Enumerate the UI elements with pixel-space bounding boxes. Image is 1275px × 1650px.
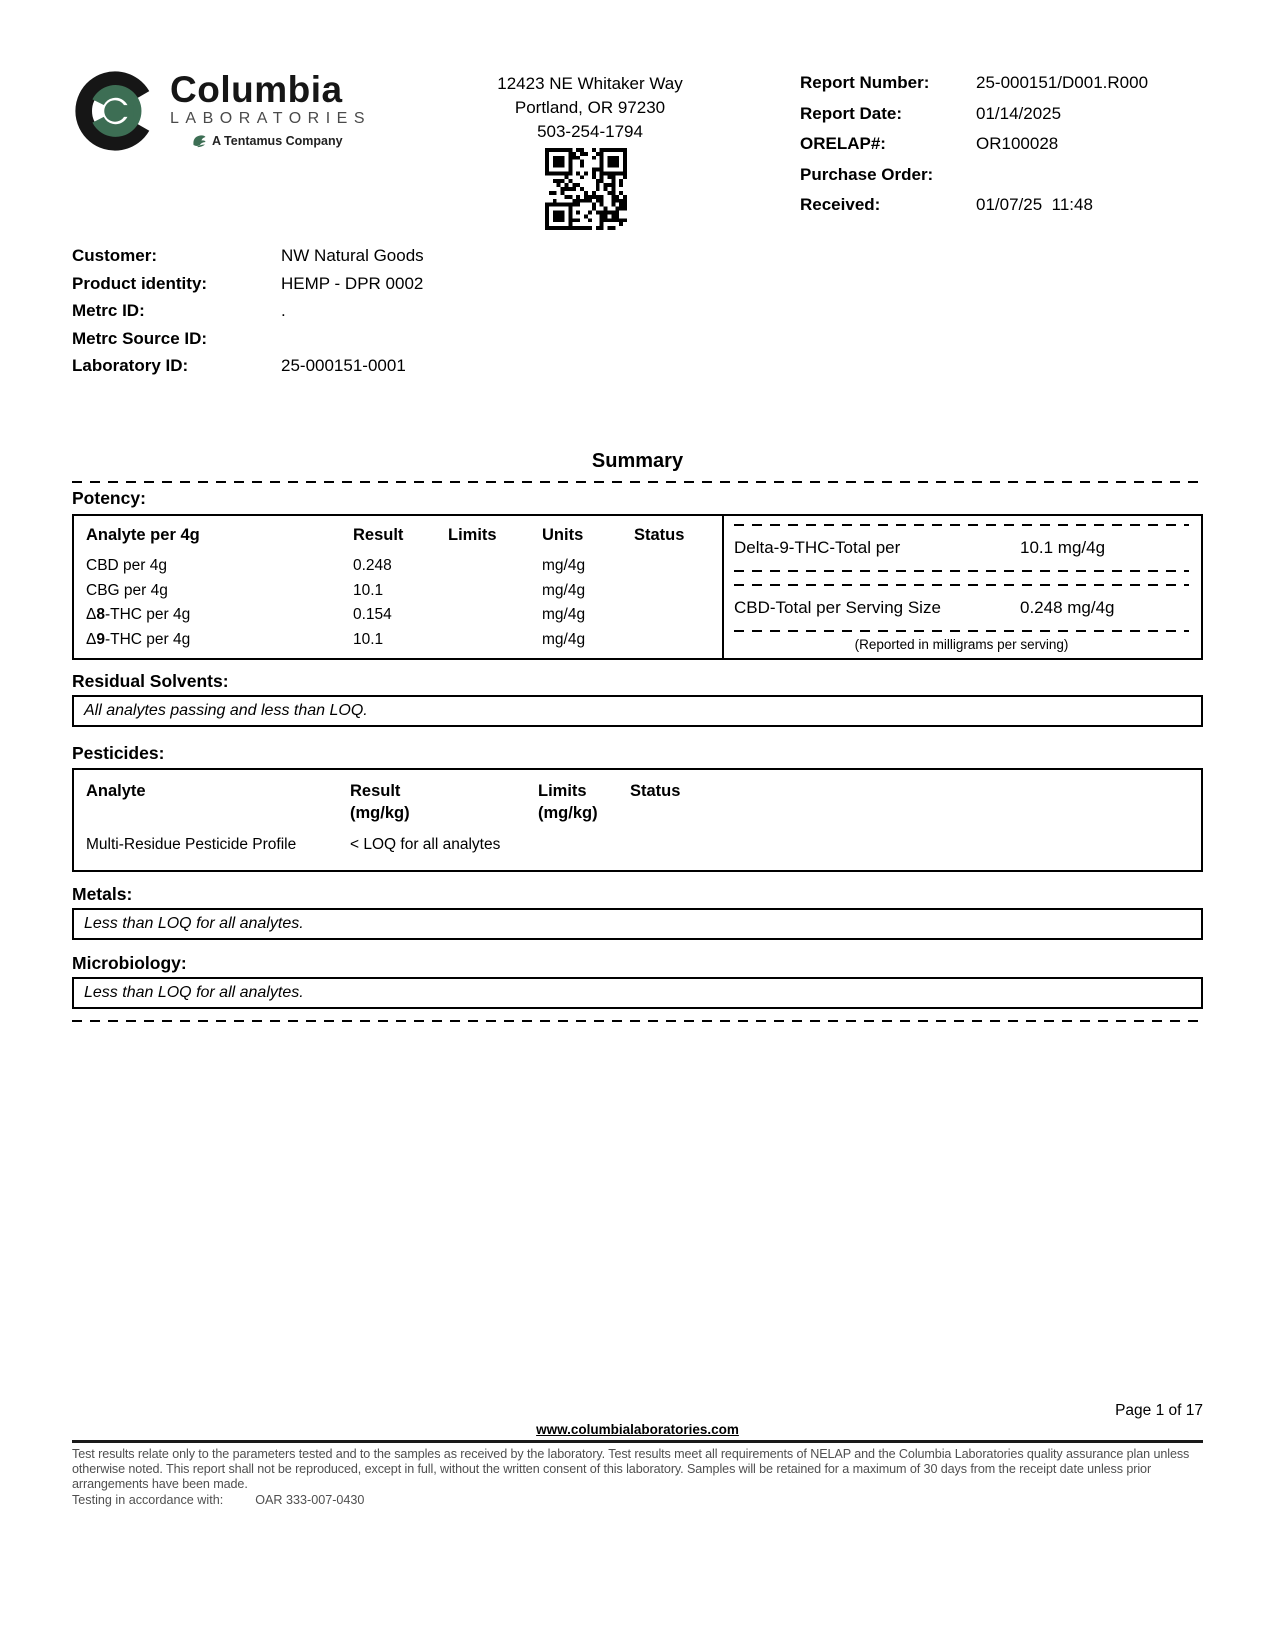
website-link[interactable]: www.columbialaboratories.com [536, 1422, 739, 1437]
pesticides-box [72, 768, 1203, 872]
pesticide-result-cell: < LOQ for all analytes [350, 836, 501, 853]
report-info-label: ORELAP#: [800, 134, 886, 153]
potency-col-header: Status [634, 526, 685, 544]
address-line: 503-254-1794 [537, 122, 643, 141]
pesticides-col-header [630, 780, 1201, 824]
potency-box [72, 514, 1203, 660]
customer-label: Customer: [72, 246, 158, 265]
residual-solvents-box [72, 695, 1203, 727]
microbiology-note: Less than LOQ for all analytes. [84, 984, 304, 1001]
logo-subtitle: LABORATORIES [170, 110, 371, 127]
pesticides-col-header [86, 780, 350, 824]
analyte-name: CBD per 4g [86, 557, 167, 574]
metrc-id-value: . [281, 301, 286, 320]
metrc-source-id-label: Metrc Source ID: [72, 328, 208, 348]
pesticides-heading: Pesticides: [72, 743, 165, 763]
analyte-name: Δ [86, 606, 97, 623]
potency-limits-cell [448, 603, 542, 628]
potency-limits-cell [448, 554, 542, 579]
col-header-line: Result [350, 782, 401, 800]
potency-status-cell [634, 628, 722, 653]
report-info-label: Received: [800, 195, 881, 214]
address-line: Portland, OR 97230 [514, 98, 666, 117]
potency-analyte-cell [86, 579, 353, 604]
cbd-total-row [734, 586, 1189, 630]
potency-units-cell: mg/4g [542, 606, 586, 623]
col-header-line: (mg/kg) [350, 804, 410, 822]
potency-heading: Potency: [72, 488, 146, 508]
potency-status-cell [634, 579, 722, 604]
potency-analyte-cell [86, 554, 353, 579]
potency-units-cell: mg/4g [542, 630, 586, 648]
potency-status-cell [634, 554, 722, 579]
summary-section [72, 0, 1203, 1022]
totals-note: (Reported in milligrams per serving) [854, 637, 1069, 652]
accordance-line [72, 1493, 1203, 1507]
thc-total-label: Delta-9-THC-Total per [734, 538, 901, 557]
potency-col-header: Limits [448, 526, 497, 544]
pesticides-col-header [538, 780, 630, 824]
report-info-label: Report Date: [800, 103, 903, 123]
metals-note: Less than LOQ for all analytes. [84, 915, 304, 932]
potency-units-cell: mg/4g [542, 557, 586, 574]
analyte-name: CBG per 4g [86, 581, 168, 599]
analyte-name: 8 [96, 606, 105, 623]
report-info-label: Report Number: [800, 73, 930, 92]
dashed-divider [72, 481, 1203, 483]
potency-col-header: Result [353, 526, 404, 544]
laboratory-id-label: Laboratory ID: [72, 356, 189, 375]
customer-value: NW Natural Goods [281, 246, 424, 265]
potency-col-header: Units [542, 526, 584, 544]
address-line: 12423 NE Whitaker Way [497, 74, 683, 93]
col-header-line: Limits [538, 782, 587, 800]
product-identity-value: HEMP - DPR 0002 [281, 273, 424, 293]
thc-total-value: 10.1 mg/4g [1020, 538, 1106, 557]
potency-totals-panel [724, 516, 1201, 658]
pesticide-analyte-cell: Multi-Residue Pesticide Profile [86, 836, 297, 853]
footer-rule [72, 1440, 1203, 1443]
dashed-divider [734, 630, 1189, 632]
cbd-total-value: 0.248 mg/4g [1020, 598, 1115, 617]
accordance-value: OAR 333-007-0430 [255, 1493, 365, 1508]
potency-analyte-cell [86, 628, 353, 653]
report-info-label: Purchase Order: [800, 164, 934, 184]
potency-result-cell: 0.248 [353, 557, 392, 574]
potency-result-cell: 10.1 [353, 581, 384, 599]
thc-total-row [734, 526, 1189, 570]
pesticides-col-header [350, 780, 538, 824]
page-number: Page 1 of 17 [1115, 1402, 1203, 1419]
residual-solvents-heading: Residual Solvents: [72, 671, 229, 691]
potency-limits-cell [448, 628, 542, 653]
footer-disclaimer: Test results relate only to the parameters tested and to the samples as received by the laboratory. Test results meet all requirements of NELAP and the Columbia Laboratories quality assurance plan unless otherwise noted. This report shall not be reproduced, except in full, without the written consent of this laboratory. Samples will be retained for a maximum of 30 days from the receipt date unless prior arrangements have been made. [72, 1446, 1190, 1491]
potency-result-cell: 0.154 [353, 606, 392, 623]
logo-tagline-text: A Tentamus Company [212, 134, 343, 148]
cbd-total-label: CBD-Total per Serving Size [734, 598, 941, 617]
col-header-line: (mg/kg) [538, 804, 598, 822]
orelap-value: OR100028 [976, 134, 1059, 153]
potency-result-cell: 10.1 [353, 630, 384, 648]
summary-title: Summary [591, 450, 684, 472]
metrc-id-label: Metrc ID: [72, 301, 145, 320]
potency-table [74, 516, 724, 658]
col-header-line: Status [630, 782, 681, 800]
potency-limits-cell [448, 579, 542, 604]
pesticide-status-cell [630, 824, 1201, 854]
report-date-value: 01/14/2025 [976, 103, 1062, 123]
microbiology-box [72, 977, 1203, 1009]
potency-status-cell [634, 603, 722, 628]
received-value: 01/07/25 11:48 [976, 195, 1093, 214]
potency-units-cell: mg/4g [542, 581, 586, 599]
analyte-name: Δ [86, 630, 97, 648]
metals-box [72, 908, 1203, 940]
pesticide-limits-cell [538, 824, 630, 854]
logo-name: Columbia [170, 69, 343, 110]
col-header-line: Analyte [86, 782, 146, 800]
potency-analyte-cell [86, 603, 353, 628]
analyte-name: 9 [96, 630, 105, 648]
analyte-name: -THC per 4g [104, 630, 191, 648]
dashed-divider [72, 1020, 1203, 1022]
page-footer [72, 1402, 1203, 1507]
microbiology-heading: Microbiology: [72, 953, 187, 973]
laboratory-id-value: 25-000151-0001 [281, 356, 406, 375]
residual-solvents-note: All analytes passing and less than LOQ. [84, 702, 368, 719]
potency-col-header: Analyte per 4g [86, 526, 200, 544]
analyte-name: -THC per 4g [104, 606, 191, 623]
report-number-value: 25-000151/D001.R000 [976, 73, 1149, 92]
accordance-label: Testing in accordance with: [72, 1493, 224, 1508]
product-identity-label: Product identity: [72, 273, 208, 293]
metals-heading: Metals: [72, 884, 133, 904]
